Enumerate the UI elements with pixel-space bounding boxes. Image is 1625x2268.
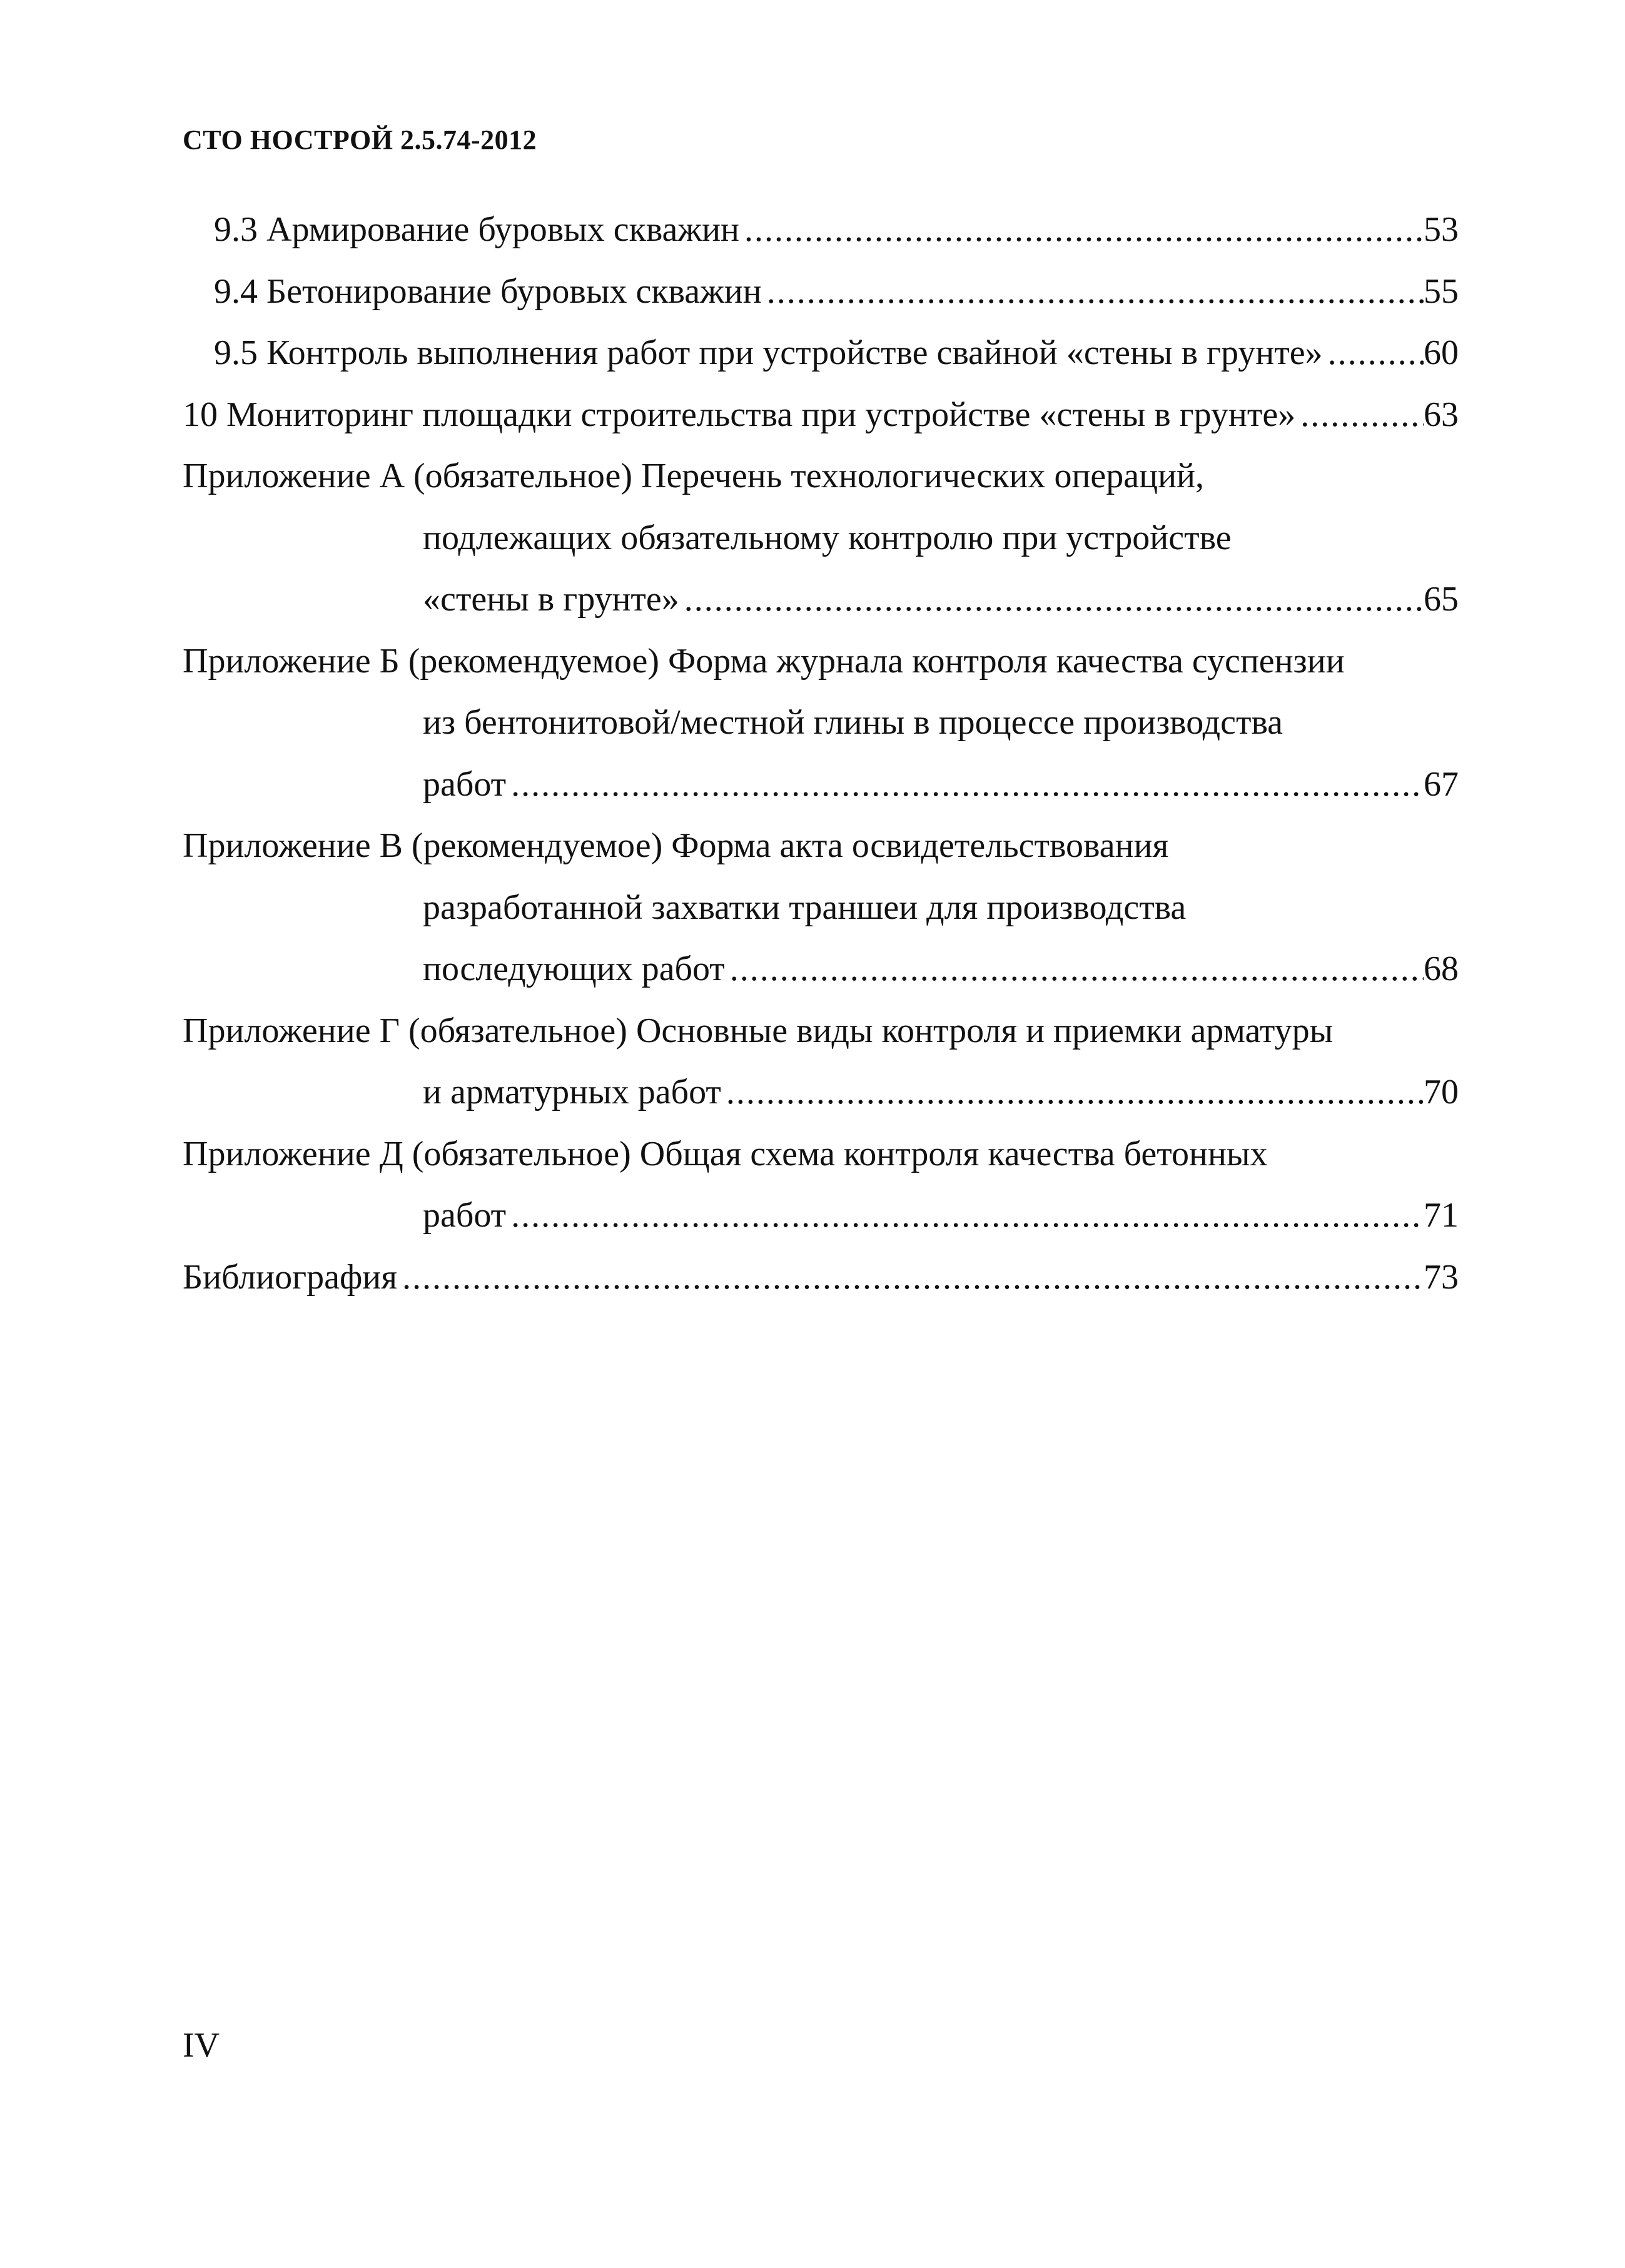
toc-entry-appendix-g[interactable]	[183, 1000, 1459, 1123]
toc-entry-title-line: разработанной захватки траншеи для производства	[423, 888, 1187, 927]
toc-entry-9-3[interactable]	[183, 199, 1459, 261]
toc-entry-title-line: подлежащих обязательному контролю при устройстве	[423, 518, 1232, 557]
toc-leader-dots	[725, 938, 1424, 1000]
toc-leader-dots	[739, 199, 1424, 261]
table-of-contents	[183, 199, 1459, 1308]
toc-page-number: 53	[1424, 210, 1459, 249]
toc-entry-title: 9.5 Контроль выполнения работ при устройстве свайной «стены в грунте»	[214, 333, 1323, 372]
toc-page-number: 73	[1424, 1257, 1459, 1297]
toc-entry-9-5[interactable]	[183, 322, 1459, 384]
toc-entry-title: работ	[423, 1196, 507, 1235]
toc-leader-dots	[506, 754, 1424, 816]
toc-leader-dots	[762, 261, 1424, 323]
toc-leader-dots	[721, 1061, 1424, 1123]
toc-entry-bibliography[interactable]	[183, 1247, 1459, 1309]
toc-entry-last-line	[183, 1061, 1459, 1123]
toc-entry-title: 10 Мониторинг площадки строительства при устройстве «стены в грунте»	[183, 395, 1296, 434]
toc-entry-title: 9.3 Армирование буровых скважин	[214, 210, 740, 249]
document-header: СТО НОСТРОЙ 2.5.74-2012	[183, 124, 537, 155]
toc-page-number: 71	[1424, 1196, 1459, 1235]
toc-page-number: 55	[1424, 271, 1459, 311]
toc-page-number: 70	[1424, 1073, 1459, 1111]
toc-entry-appendix-v[interactable]	[183, 815, 1459, 1000]
toc-entry-title-line: Приложение В (рекомендуемое) Форма акта освидетельствования	[183, 826, 1169, 865]
toc-entry-9-4[interactable]	[183, 261, 1459, 323]
toc-entry-title-line: Приложение Д (обязательное) Общая схема контроля качества бетонных	[183, 1134, 1268, 1173]
toc-entry-title-line: Приложение Б (рекомендуемое) Форма журнала контроля качества суспензии	[183, 641, 1345, 681]
toc-entry-last-line	[183, 938, 1459, 1000]
toc-page-number: 68	[1424, 949, 1459, 988]
toc-entry-appendix-a[interactable]	[183, 445, 1459, 630]
toc-entry-10[interactable]	[183, 384, 1459, 446]
toc-entry-appendix-d[interactable]	[183, 1123, 1459, 1247]
toc-entry-title: Библиография	[183, 1257, 397, 1297]
toc-entry-last-line	[183, 569, 1459, 630]
toc-entry-last-line	[183, 1185, 1459, 1247]
toc-entry-title: 9.4 Бетонирование буровых скважин	[214, 271, 762, 311]
toc-leader-dots	[679, 569, 1424, 630]
toc-entry-title-line: из бентонитовой/местной глины в процессе производства	[423, 703, 1283, 742]
toc-leader-dots	[1323, 322, 1424, 384]
toc-entry-title-line: Приложение Г (обязательное) Основные виды контроля и приемки арматуры	[183, 1011, 1334, 1050]
toc-entry-title-line: Приложение А (обязательное) Перечень технологических операций,	[183, 457, 1205, 495]
toc-page-number: 65	[1424, 580, 1459, 619]
toc-page-number: 67	[1424, 764, 1459, 804]
toc-page-number: 63	[1424, 395, 1459, 434]
toc-entry-title: «стены в грунте»	[423, 580, 679, 619]
toc-leader-dots	[397, 1247, 1424, 1309]
toc-entry-title: работ	[423, 764, 507, 804]
toc-entry-title: последующих работ	[423, 949, 725, 988]
page-number: IV	[183, 2026, 220, 2065]
toc-leader-dots	[506, 1185, 1424, 1247]
toc-entry-appendix-b[interactable]	[183, 630, 1459, 816]
toc-leader-dots	[1295, 384, 1424, 446]
toc-entry-title: и арматурных работ	[423, 1073, 721, 1111]
toc-entry-last-line	[183, 754, 1459, 816]
toc-page-number: 60	[1424, 333, 1459, 372]
